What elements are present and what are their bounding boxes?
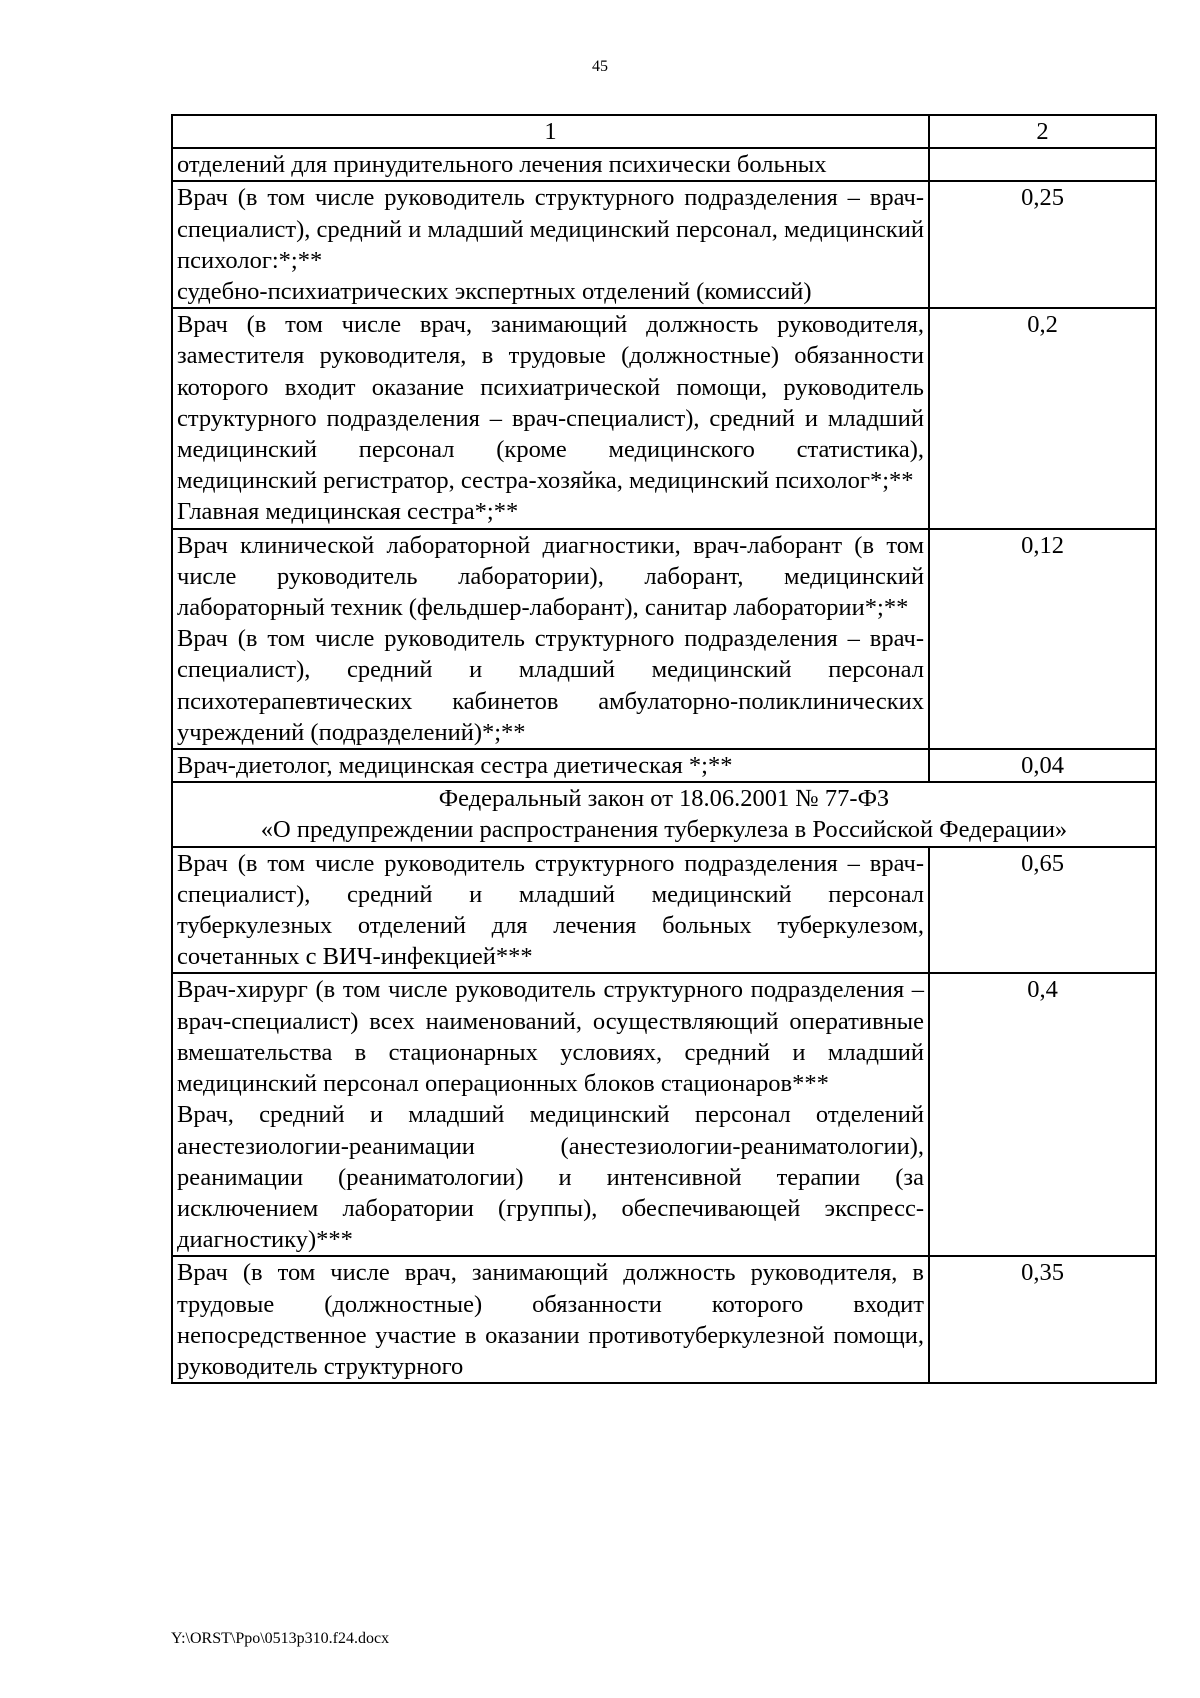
position-description-cell bbox=[172, 749, 929, 782]
coefficient-value bbox=[929, 148, 1156, 181]
table-row bbox=[172, 148, 1156, 181]
law-heading-line: Федеральный закон от 18.06.2001 № 77-ФЗ bbox=[438, 785, 890, 813]
coefficient-value: 0,25 bbox=[929, 181, 1156, 308]
position-description: Врач (в том числе руководитель структурного подразделения – врач-специалист), средний и младший медицинский персонал психотерапевтических кабинетов амбулаторно-поликлинических учреждений (подразделений)*;** bbox=[177, 625, 924, 746]
column-header-1: 1 bbox=[172, 115, 929, 148]
law-heading-line: «О предупреждении распространения туберкулеза в Российской Федерации» bbox=[260, 816, 1068, 844]
position-description-cell bbox=[172, 847, 929, 974]
table-header-row bbox=[172, 115, 1156, 148]
coefficient-value: 0,35 bbox=[929, 1256, 1156, 1383]
position-description: Врач клинической лабораторной диагностики, врач-лаборант (в том числе руководитель лаборатории), лаборант, медицинский лабораторный техник (фельдшер-лаборант), санитар лаборатории*;** bbox=[177, 531, 924, 622]
position-description: Врач, средний и младший медицинский персонал отделений анестезиологии-реанимации (анестезиологии-реаниматологии), реанимации (реаниматологии) и интенсивной терапии (за исключением лаборатории (группы), обеспечивающей экспресс-диагностику)*** bbox=[177, 1101, 924, 1254]
table-row bbox=[172, 847, 1156, 974]
position-description: Врач (в том числе врач, занимающий должность руководителя, заместителя руководителя, в трудовые (должностные) обязанности которого входит оказание психиатрической помощи, руководитель структурного подразделения – врач-специалист), средний и младший медицинский персонал (кроме медицинского статистика), медицинский регистратор, сестра-хозяйка, медицинский психолог*;** bbox=[177, 311, 924, 495]
coefficient-value: 0,2 bbox=[929, 308, 1156, 528]
coefficient-value: 0,04 bbox=[929, 749, 1156, 782]
coefficient-value: 0,12 bbox=[929, 529, 1156, 749]
table-row bbox=[172, 181, 1156, 308]
table-row bbox=[172, 529, 1156, 749]
law-heading-row bbox=[172, 782, 1156, 846]
coefficient-value: 0,4 bbox=[929, 973, 1156, 1256]
position-description-cell bbox=[172, 148, 929, 181]
table-row bbox=[172, 749, 1156, 782]
position-description-cell bbox=[172, 1256, 929, 1383]
position-description: Главная медицинская сестра*;** bbox=[177, 498, 519, 526]
column-header-2: 2 bbox=[929, 115, 1156, 148]
position-description: Врач (в том числе врач, занимающий должность руководителя, в трудовые (должностные) обязанности которого входит непосредственное участие в оказании противотуберкулезной помощи, руководитель структурного bbox=[177, 1259, 924, 1380]
position-description: Врач-хирург (в том числе руководитель структурного подразделения – врач-специалист) всех наименований, осуществляющий оперативные вмешательства в стационарных условиях, средний и младший медицинский персонал операционных блоков стационаров*** bbox=[177, 976, 924, 1098]
law-heading bbox=[172, 782, 1156, 846]
position-description: Врач (в том числе руководитель структурного подразделения – врач-специалист), средний и младший медицинский персонал, медицинский психолог:*;** bbox=[177, 184, 924, 274]
document-table bbox=[171, 114, 1157, 1384]
position-description: судебно-психиатрических экспертных отделений (комиссий) bbox=[177, 278, 812, 306]
table-row bbox=[172, 308, 1156, 528]
position-description-cell bbox=[172, 529, 929, 749]
position-description-cell bbox=[172, 973, 929, 1256]
position-description-cell bbox=[172, 308, 929, 528]
table-row bbox=[172, 973, 1156, 1256]
page-number: 45 bbox=[592, 58, 608, 75]
coefficient-value: 0,65 bbox=[929, 847, 1156, 974]
position-description: Врач (в том числе руководитель структурного подразделения – врач-специалист), средний и младший медицинский персонал туберкулезных отделений для лечения больных туберкулезом, сочетанных с ВИЧ-инфекцией*** bbox=[177, 849, 924, 971]
table-row bbox=[172, 1256, 1156, 1383]
position-description: отделений для принудительного лечения психически больных bbox=[177, 151, 827, 179]
position-description: Врач-диетолог, медицинская сестра диетическая *;** bbox=[177, 752, 733, 780]
position-description-cell bbox=[172, 181, 929, 308]
file-path-footer: Y:\ORST\Ppo\0513p310.f24.docx bbox=[171, 1630, 390, 1647]
